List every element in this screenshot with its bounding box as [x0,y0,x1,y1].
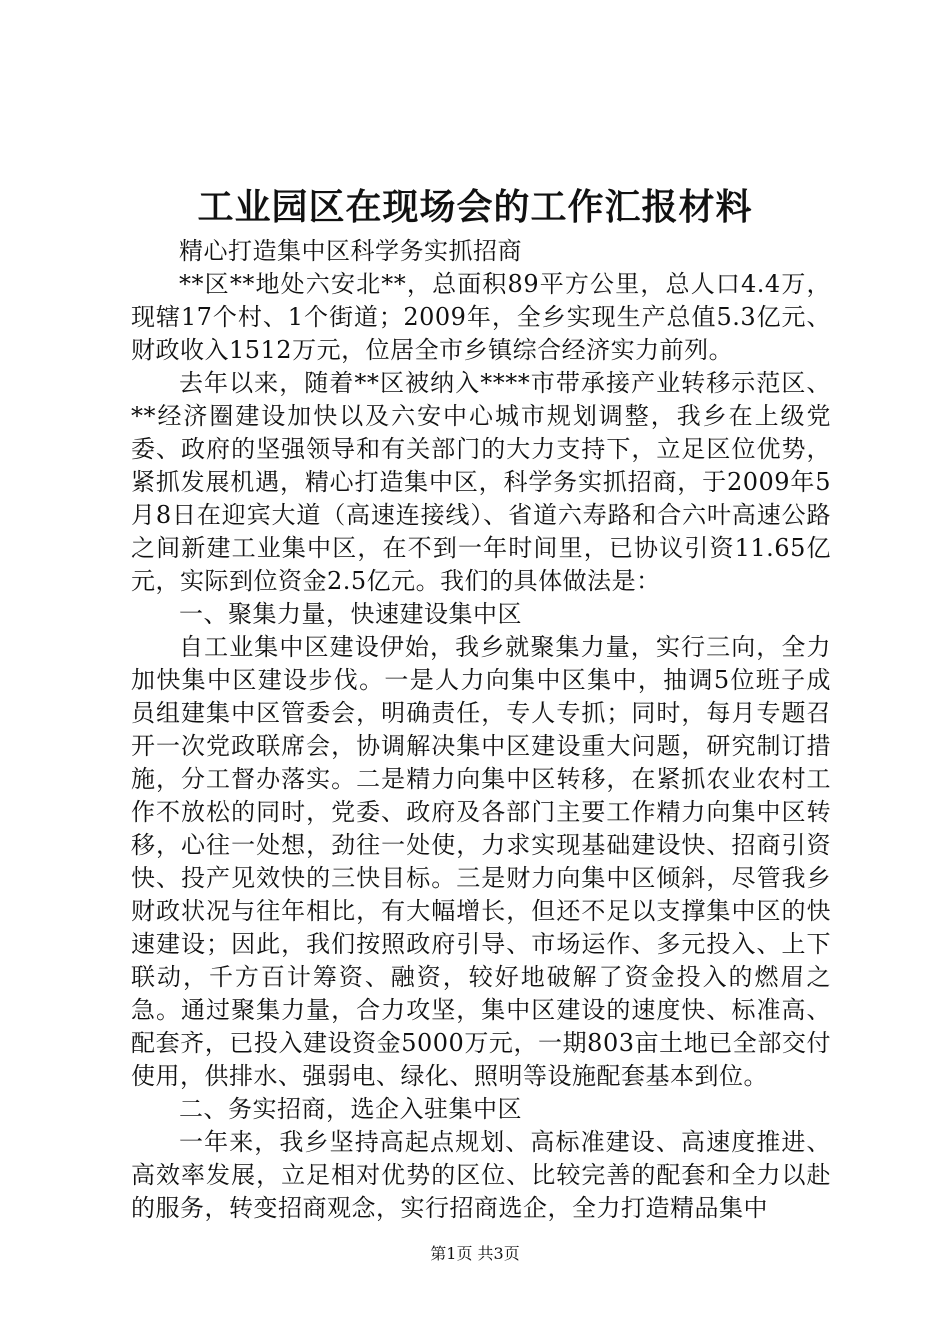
paragraph-section-2: 一年来，我乡坚持高起点规划、高标准建设、高速度推进、高效率发展，立足相对优势的区位、比较完善的配套和全力以赴的服务，转变招商观念，实行招商选企，全力打造精品集中 [131,1128,831,1222]
document-body [131,235,831,1225]
paragraph-subtitle: 精心打造集中区科学务实抓招商 [179,237,522,265]
section-heading-1: 一、聚集力量，快速建设集中区 [179,600,522,628]
paragraph-section-1: 自工业集中区建设伊始，我乡就聚集力量，实行三向，全力加快集中区建设步伐。一是人力向集中区集中，抽调5位班子成员组建集中区管委会，明确责任，专人专抓；同时，每月专题召开一次党政联席会，协调解决集中区建设重大问题，研究制订措施，分工督办落实。二是精力向集中区转移，在紧抓农业农村工作不放松的同时，党委、政府及各部门主要工作精力向集中区转移，心往一处想，劲往一处使，力求实现基础建设快、招商引资快、投产见效快的三快目标。三是财力向集中区倾斜，尽管我乡财政状况与往年相比，有大幅增长，但还不足以支撑集中区的快速建设；因此，我们按照政府引导、市场运作、多元投入、上下联动，千方百计筹资、融资，较好地破解了资金投入的燃眉之急。通过聚集力量，合力攻坚，集中区建设的速度快、标准高、配套齐，已投入建设资金5000万元，一期803亩土地已全部交付使用，供排水、强弱电、绿化、照明等设施配套基本到位。 [131,633,831,1090]
paragraph-overview: **区**地处六安北**，总面积89平方公里，总人口4.4万，现辖17个村、1个街道；2009年，全乡实现生产总值5.3亿元、财政收入1512万元，位居全市乡镇综合经济实力前列。 [131,270,831,364]
paragraph-background: 去年以来，随着**区被纳入****市带承接产业转移示范区、**经济圈建设加快以及六安中心城市规划调整，我乡在上级党委、政府的坚强领导和有关部门的大力支持下，立足区位优势，紧抓发展机遇，精心打造集中区，科学务实抓招商，于2009年5月8日在迎宾大道（高速连接线）、省道六寿路和合六叶高速公路之间新建工业集中区，在不到一年时间里，已协议引资11.65亿元，实际到位资金2.5亿元。我们的具体做法是： [131,369,831,595]
section-heading-2: 二、务实招商，选企入驻集中区 [179,1095,522,1123]
page-footer: 第1页 共3页 [430,1244,520,1263]
document-title: 工业园区在现场会的工作汇报材料 [197,186,753,228]
